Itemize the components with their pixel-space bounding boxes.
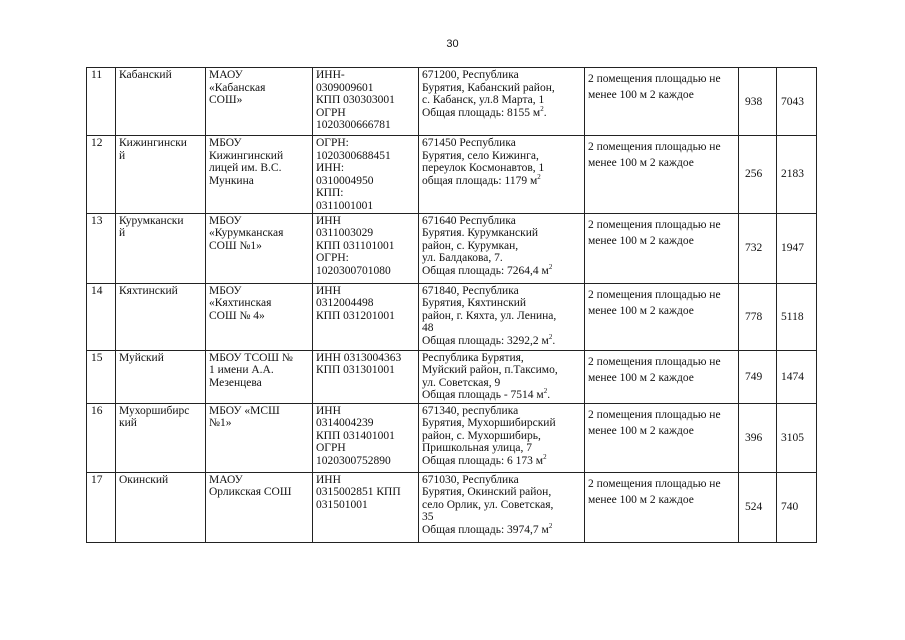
area-unit-superscript: 2 [543, 387, 548, 396]
school-line: «Курумканская [209, 227, 284, 240]
address-line: Муйский район, п.Таксимо, [422, 364, 558, 377]
rooms-cell: 2 помещения площадью не менее 100 м 2 каждое [585, 403, 739, 472]
value-b-cell: 2183 [777, 136, 817, 214]
address-cell [419, 213, 585, 283]
address-line: 671200, Республика [422, 69, 519, 81]
value-b-cell: 1474 [777, 350, 817, 403]
requisites-line: 0309009601 [316, 81, 374, 94]
district-line: Окинский [119, 473, 169, 486]
district-line: й [119, 227, 126, 240]
school-line: Орликская СОШ [209, 486, 292, 499]
address-line: Бурятия. Курумканский [422, 227, 539, 240]
school-line: МБОУ [209, 214, 242, 227]
table-row [87, 350, 817, 403]
school-cell [206, 472, 313, 542]
district-line: Кижингински [119, 137, 187, 149]
requisites-cell [313, 136, 419, 214]
area-line: Общая площадь: 8155 $м^2$. [422, 104, 547, 119]
value-b-cell: 3105 [777, 403, 817, 472]
district-line: Кяхтинский [119, 284, 178, 297]
address-line: район, г. Кяхта, ул. Ленина, [422, 309, 557, 322]
table-row [87, 136, 817, 214]
rooms-cell: 2 помещения площадью не менее 100 м 2 каждое [585, 350, 739, 403]
school-cell [206, 350, 313, 403]
requisites-cell [313, 403, 419, 472]
value-a-cell: 749 [739, 350, 777, 403]
school-line: МБОУ «МСШ [209, 404, 280, 417]
rooms-cell: 2 помещения площадью не менее 100 м 2 каждое [585, 472, 739, 542]
school-line: №1» [209, 417, 232, 430]
row-number: 15 [87, 350, 116, 403]
requisites-line: 1020300688451 [316, 149, 391, 162]
requisites-line: ОГРН: [316, 137, 349, 149]
district-cell [116, 350, 206, 403]
address-cell [419, 283, 585, 350]
requisites-line: ИНН [316, 214, 341, 227]
row-number: 17 [87, 472, 116, 542]
value-a-cell: 778 [739, 283, 777, 350]
requisites-line: ИНН- [316, 69, 345, 81]
row-number: 14 [87, 283, 116, 350]
area-unit-superscript: 2 [537, 172, 541, 181]
district-cell [116, 213, 206, 283]
area-unit-superscript: 2 [540, 104, 544, 113]
address-line: Бурятия, село Кижинга, [422, 149, 539, 162]
school-line: «Кабанская [209, 81, 266, 94]
value-b-cell: 1947 [777, 213, 817, 283]
requisites-cell [313, 350, 419, 403]
requisites-line: 1020300701080 [316, 264, 391, 277]
address-line: ул. Советская, 9 [422, 376, 501, 389]
row-number: 12 [87, 136, 116, 214]
requisites-line: ОГРН: [316, 252, 349, 265]
requisites-line: 0315002851 КПП [316, 486, 401, 499]
area-line: Общая площадь: 7264,4 $м^2$ [422, 263, 553, 277]
requisites-line: 0314004239 [316, 417, 374, 430]
school-cell [206, 68, 313, 136]
address-line: Бурятия, Кяхтинский [422, 297, 527, 310]
address-line: Бурятия, Кабанский район, [422, 81, 555, 94]
requisites-line: КПП 031201001 [316, 309, 395, 322]
table-row [87, 68, 817, 136]
requisites-line: 0312004498 [316, 297, 374, 310]
requisites-line: ИНН: [316, 162, 345, 175]
address-cell [419, 350, 585, 403]
row-number: 11 [87, 68, 116, 136]
requisites-line: ОГРН [316, 442, 346, 455]
school-line: МАОУ [209, 69, 243, 81]
requisites-line: ИНН [316, 404, 341, 417]
value-a-cell: 732 [739, 213, 777, 283]
school-line: СОШ № 4» [209, 309, 265, 322]
school-cell [206, 403, 313, 472]
address-line: переулок Космонавтов, 1 [422, 162, 545, 175]
district-line: й [119, 149, 126, 162]
area-line: Общая площадь: 3292,2 $м^2$. [422, 333, 556, 347]
table-row [87, 213, 817, 283]
district-line: Мухоршибирс [119, 404, 190, 417]
school-line: МБОУ [209, 284, 242, 297]
address-cell [419, 68, 585, 136]
district-cell [116, 283, 206, 350]
address-line: 671450 Республика [422, 137, 516, 149]
address-line: 671030, Республика [422, 473, 519, 486]
requisites-line: КПП: [316, 187, 344, 200]
address-line: 48 [422, 322, 434, 335]
requisites-cell [313, 68, 419, 136]
school-line: МБОУ ТСОШ № [209, 351, 293, 364]
address-line: с. Кабанск, ул.8 Марта, 1 [422, 94, 545, 107]
address-cell [419, 403, 585, 472]
address-line: район, с. Мухоршибирь, [422, 429, 541, 442]
requisites-line: 031501001 [316, 498, 368, 511]
district-line: Кабанский [119, 69, 172, 81]
district-line: Курумкански [119, 214, 184, 227]
table-row [87, 283, 817, 350]
area-unit-superscript: 2 [548, 263, 553, 272]
school-line: Кижингинский [209, 149, 284, 162]
schools-table [86, 67, 817, 543]
requisites-line: 1020300666781 [316, 119, 391, 132]
address-line: 671840, Республика [422, 284, 519, 297]
requisites-cell [313, 283, 419, 350]
address-line: Пришкольная улица, 7 [422, 442, 532, 455]
district-line: Муйский [119, 351, 164, 364]
requisites-line: 0310004950 [316, 174, 374, 187]
requisites-line: ИНН [316, 284, 341, 297]
area-unit-superscript: 2 [548, 333, 553, 342]
requisites-cell [313, 213, 419, 283]
value-b-cell: 740 [777, 472, 817, 542]
rooms-cell: 2 помещения площадью не менее 100 м 2 каждое [585, 136, 739, 214]
school-cell [206, 136, 313, 214]
area-unit-superscript: 2 [548, 522, 553, 531]
requisites-line: 1020300752890 [316, 454, 391, 467]
requisites-line: ИНН [316, 473, 341, 486]
address-line: 671340, республика [422, 404, 519, 417]
school-line: МАОУ [209, 473, 243, 486]
table-row [87, 403, 817, 472]
area-unit-superscript: 2 [543, 453, 547, 462]
school-cell [206, 213, 313, 283]
requisites-line: КПП 031401001 [316, 429, 395, 442]
district-cell [116, 472, 206, 542]
table-body [87, 68, 817, 543]
rooms-cell: 2 помещения площадью не менее 100 м 2 каждое [585, 283, 739, 350]
school-line: МБОУ [209, 137, 242, 149]
district-cell [116, 136, 206, 214]
address-line: 671640 Республика [422, 214, 516, 227]
district-cell [116, 403, 206, 472]
table-row [87, 472, 817, 542]
address-line: 35 [422, 511, 434, 524]
requisites-line: КПП 030303001 [316, 94, 395, 107]
value-a-cell: 396 [739, 403, 777, 472]
address-line: Бурятия, Окинский район, [422, 486, 552, 499]
address-cell [419, 136, 585, 214]
address-line: село Орлик, ул. Советская, [422, 498, 554, 511]
area-line: Общая площадь: 6 173 $м^2$ [422, 453, 547, 467]
requisites-line: 0311003029 [316, 227, 374, 240]
value-b-cell: 7043 [777, 68, 817, 136]
area-line: Общая площадь: 3974,7 $м^2$ [422, 522, 553, 536]
school-line: СОШ» [209, 94, 243, 107]
page-number: 30 [446, 38, 459, 50]
school-cell [206, 283, 313, 350]
district-line: кий [119, 417, 137, 430]
school-line: 1 имени А.А. [209, 364, 274, 377]
value-a-cell: 938 [739, 68, 777, 136]
requisites-line: ИНН 0313004363 [316, 351, 402, 364]
requisites-line: КПП 031301001 [316, 364, 395, 377]
school-line: Мункина [209, 174, 254, 187]
district-cell [116, 68, 206, 136]
value-a-cell: 524 [739, 472, 777, 542]
school-line: «Кяхтинская [209, 297, 272, 310]
address-line: район, с. Курумкан, [422, 239, 519, 252]
rooms-cell: 2 помещения площадью не менее 100 м 2 каждое [585, 213, 739, 283]
requisites-line: КПП 031101001 [316, 239, 395, 252]
requisites-line: 0311001001 [316, 199, 374, 212]
area-line: Общая площадь - 7514 $м^2$. [422, 387, 551, 402]
row-number: 16 [87, 403, 116, 472]
address-line: Бурятия, Мухоршибирский [422, 417, 556, 430]
requisites-cell [313, 472, 419, 542]
requisites-line: ОГРН [316, 106, 346, 119]
school-line: СОШ №1» [209, 239, 262, 252]
value-a-cell: 256 [739, 136, 777, 214]
address-cell [419, 472, 585, 542]
address-line: Республика Бурятия, [422, 351, 524, 364]
area-line: общая площадь: 1179 $м^2$ [422, 172, 541, 187]
rooms-cell: 2 помещения площадью не менее 100 м 2 каждое [585, 68, 739, 136]
school-line: лицей им. В.С. [209, 162, 282, 175]
school-line: Мезенцева [209, 376, 262, 389]
value-b-cell: 5118 [777, 283, 817, 350]
row-number: 13 [87, 213, 116, 283]
address-line: ул. Балдакова, 7. [422, 252, 503, 265]
